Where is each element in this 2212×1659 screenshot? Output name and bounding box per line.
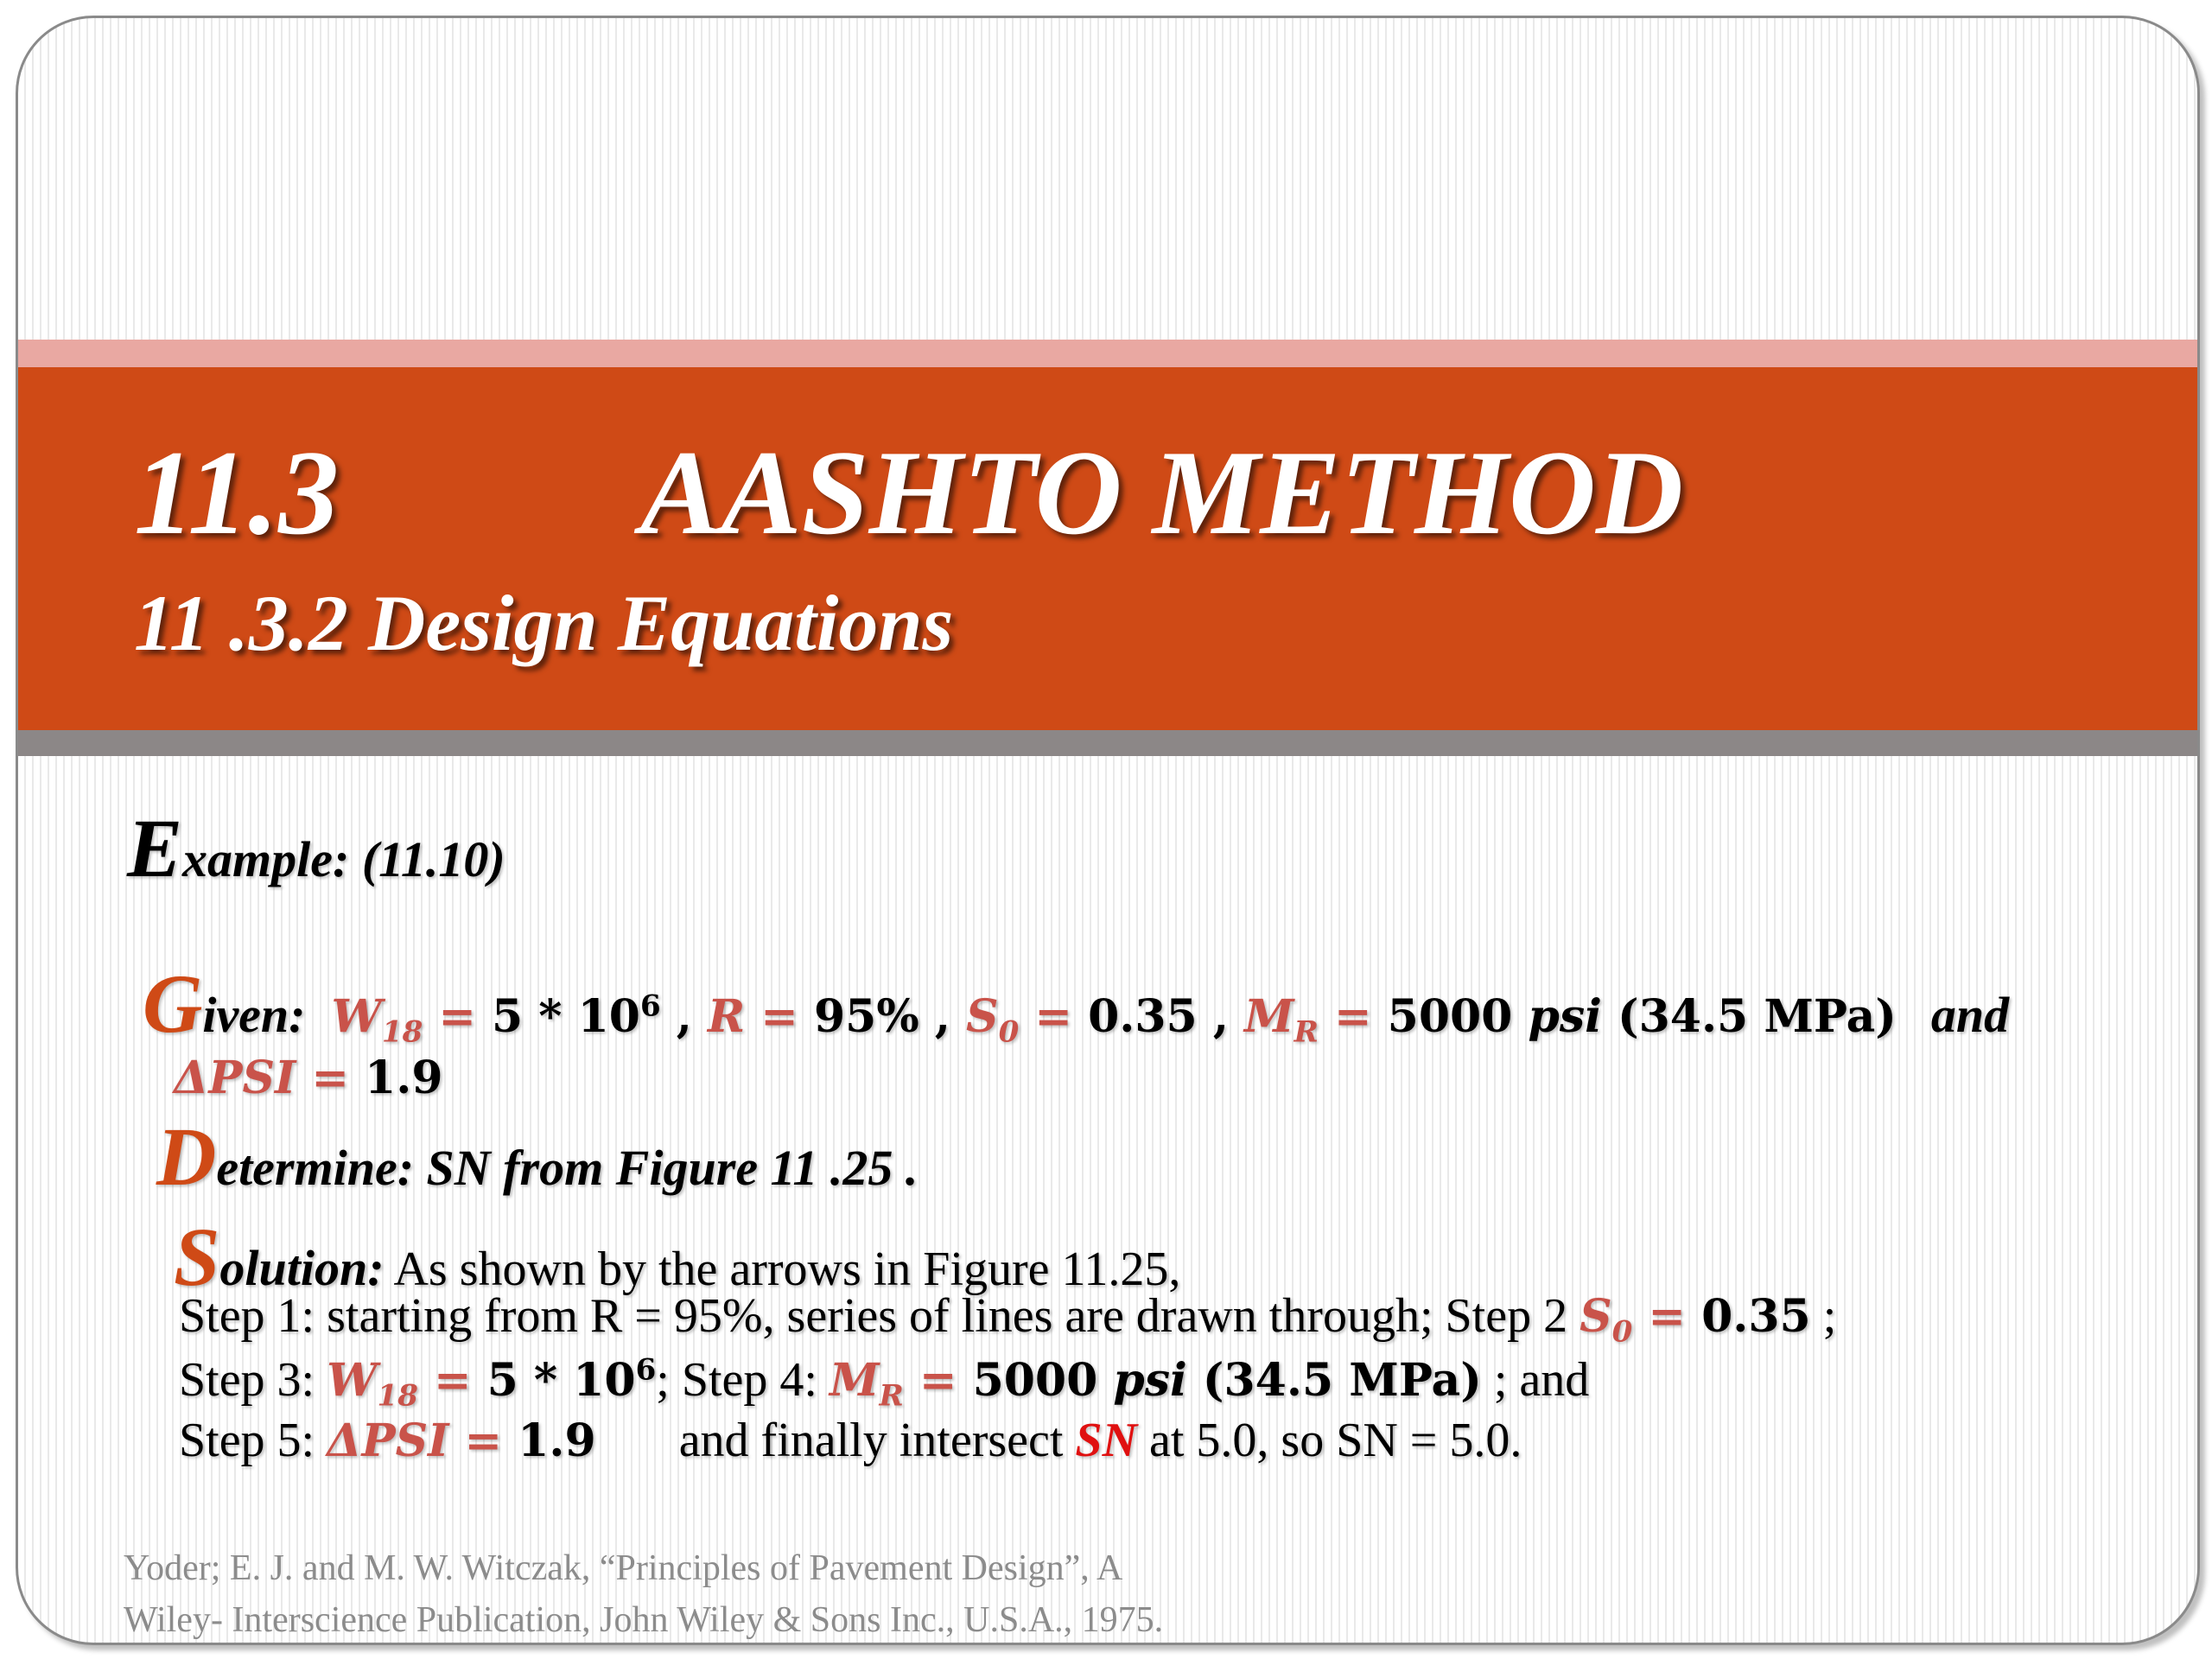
given-initial: G bbox=[143, 957, 203, 1050]
and-word: and bbox=[1930, 987, 2010, 1043]
section-number: 11.3 bbox=[134, 426, 340, 560]
s0-expression: $S_0 = 0.35$ bbox=[1580, 1290, 1811, 1350]
determine-line bbox=[156, 1109, 918, 1205]
slide bbox=[16, 16, 2200, 1645]
solution-initial: S bbox=[174, 1211, 220, 1303]
given-separator: , bbox=[660, 990, 708, 1043]
w18-expression: $W_{18} = 5 * 10^6$ bbox=[327, 1352, 657, 1414]
s0-expression: $S_0 = 0.35$ bbox=[966, 990, 1198, 1050]
solution-label: olution: bbox=[219, 1240, 385, 1296]
solution-intro: As shown by the arrows in Figure 11.25, bbox=[384, 1243, 1181, 1296]
header-band-bottom bbox=[18, 730, 2197, 756]
step5-label: Step 5: bbox=[179, 1414, 327, 1467]
given-line bbox=[143, 956, 2009, 1052]
mr-expression: $M_R = 5000$ psi (34.5 MPa) bbox=[1244, 990, 1897, 1050]
determine-initial: D bbox=[156, 1110, 217, 1203]
example-label: xample: (11.10) bbox=[182, 831, 505, 887]
r-expression: R = 95% bbox=[707, 990, 919, 1043]
step1-line bbox=[179, 1288, 1836, 1349]
step3-label: Step 3: bbox=[179, 1353, 327, 1407]
w18-expression: $W_{18} = 5 * 10^6$ bbox=[331, 988, 661, 1050]
step5-result: at 5.0, so SN = 5.0. bbox=[1137, 1414, 1522, 1467]
dpsi-expression: ΔPSI = 1.9 bbox=[174, 1052, 443, 1104]
step1-text: Step 1: starting from R = 95%, series of lines are drawn through; Step 2 bbox=[179, 1289, 1580, 1343]
step5-text: and finally intersect bbox=[678, 1414, 1076, 1467]
step4-label: ; Step 4: bbox=[656, 1353, 830, 1407]
given-separator: , bbox=[1197, 990, 1245, 1043]
example-initial: E bbox=[127, 802, 183, 894]
step5-line bbox=[179, 1413, 1522, 1468]
reference-line-1: Yoder; E. J. and M. W. Witczak, “Principles of Pavement Design”, A bbox=[124, 1548, 1123, 1588]
step4-end: ; and bbox=[1481, 1353, 1590, 1407]
determine-text: etermine: SN from Figure 11 .25 . bbox=[216, 1140, 918, 1196]
step3-line bbox=[179, 1352, 1589, 1413]
header-band-top bbox=[18, 340, 2197, 367]
reference-line-2: Wiley- Interscience Publication, John Wiley & Sons Inc., U.S.A., 1975. bbox=[124, 1600, 1164, 1640]
given-separator: , bbox=[918, 990, 967, 1043]
given-label: iven: bbox=[202, 987, 306, 1043]
section-subtitle: 11 .3.2 Design Equations bbox=[134, 579, 954, 667]
step1-end: ; bbox=[1810, 1289, 1837, 1343]
mr-expression: $M_R = 5000$ psi (34.5 MPa) bbox=[829, 1354, 1482, 1414]
example-heading bbox=[127, 800, 505, 896]
sn-highlight: SN bbox=[1075, 1414, 1138, 1467]
section-title: AASHTO METHOD bbox=[640, 426, 1684, 560]
dpsi-expression: ΔPSI = 1.9 bbox=[327, 1414, 596, 1467]
